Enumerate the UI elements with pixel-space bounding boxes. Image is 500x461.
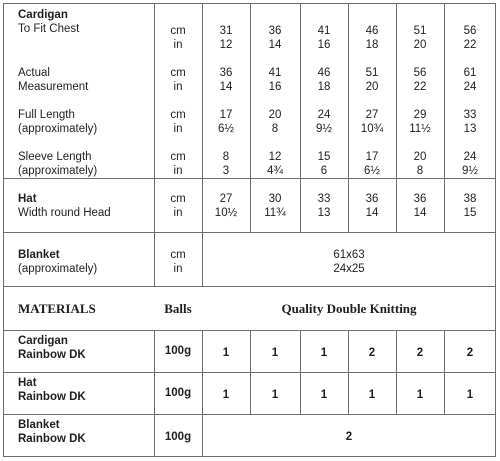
unit-in: in: [173, 207, 183, 219]
sleeve-in: 6½: [364, 165, 380, 177]
hat-in: 14: [413, 207, 427, 219]
divider-blanket-materials: [3, 286, 496, 287]
chest-cm: 41: [317, 25, 331, 37]
materials-cardigan-yarn: Rainbow DK: [18, 349, 86, 361]
chest-in: 12: [219, 39, 233, 51]
sleeve-cm: 24: [463, 151, 477, 163]
cardigan-label: Cardigan: [18, 9, 68, 21]
hat-in: 13: [317, 207, 331, 219]
chest-cm: 46: [365, 25, 379, 37]
hat-qty: 1: [466, 389, 474, 401]
sleeve-cm: 12: [268, 151, 282, 163]
cardigan-qty: 2: [466, 347, 474, 359]
cardigan-weight: 100g: [164, 345, 192, 357]
cardigan-qty: 2: [416, 347, 424, 359]
full-cm: 20: [268, 109, 282, 121]
blanket-sub: (approximately): [18, 263, 98, 275]
sleeve-length-label: Sleeve Length: [18, 151, 92, 163]
hat-qty: 1: [320, 389, 328, 401]
full-length-label: Full Length: [18, 109, 75, 121]
actual-in: 14: [219, 81, 233, 93]
unit-cm: cm: [170, 249, 186, 261]
chest-cm: 51: [413, 25, 427, 37]
actual-in: 20: [365, 81, 379, 93]
cardigan-qty: 1: [271, 347, 279, 359]
actual-in: 24: [463, 81, 477, 93]
actual-cm: 36: [219, 67, 233, 79]
sleeve-cm: 17: [365, 151, 379, 163]
unit-cm: cm: [170, 151, 186, 163]
chest-in: 16: [317, 39, 331, 51]
measurement-label: Measurement: [18, 81, 89, 93]
chest-cm: 36: [268, 25, 282, 37]
divider-hat-qty: [3, 414, 496, 415]
sleeve-in: 6: [320, 165, 328, 177]
blanket-cm: 61x63: [333, 249, 365, 261]
to-fit-chest-label: To Fit Chest: [18, 23, 80, 35]
width-round-head-label: Width round Head: [18, 207, 111, 219]
unit-in: in: [173, 123, 183, 135]
unit-in: in: [173, 39, 183, 51]
cardigan-qty: 1: [320, 347, 328, 359]
actual-in: 18: [317, 81, 331, 93]
unit-in: in: [173, 81, 183, 93]
hat-cm: 38: [463, 193, 477, 205]
blanket-weight: 100g: [164, 431, 192, 443]
actual-label: Actual: [18, 67, 50, 79]
cardigan-qty: 1: [222, 347, 230, 359]
full-in: 13: [463, 123, 477, 135]
balls-heading: Balls: [164, 301, 192, 316]
chest-cm: 31: [219, 25, 233, 37]
divider-hat-blanket: [3, 232, 496, 233]
hat-cm: 36: [365, 193, 379, 205]
full-cm: 17: [219, 109, 233, 121]
sleeve-in: 3: [222, 165, 230, 177]
hat-in: 11¾: [264, 207, 286, 219]
full-in: 6½: [218, 123, 234, 135]
blanket-label: Blanket: [18, 249, 60, 261]
cardigan-qty: 2: [368, 347, 376, 359]
actual-cm: 56: [413, 67, 427, 79]
sleeve-in: 9½: [462, 165, 478, 177]
sleeve-cm: 20: [413, 151, 427, 163]
hat-qty: 1: [416, 389, 424, 401]
sleeve-cm: 8: [222, 151, 230, 163]
blanket-qty: 2: [345, 431, 353, 443]
hat-cm: 36: [413, 193, 427, 205]
full-cm: 27: [365, 109, 379, 121]
hat-cm: 27: [219, 193, 233, 205]
chest-in: 18: [365, 39, 379, 51]
chest-in: 20: [413, 39, 427, 51]
sleeve-in: 4¾: [267, 165, 283, 177]
actual-cm: 61: [463, 67, 477, 79]
quality-heading: Quality Double Knitting: [281, 301, 417, 316]
chest-cm: 56: [463, 25, 477, 37]
full-in: 11½: [409, 123, 431, 135]
materials-cardigan-label: Cardigan: [18, 335, 68, 347]
full-cm: 29: [413, 109, 427, 121]
blanket-in: 24x25: [333, 263, 365, 275]
actual-cm: 51: [365, 67, 379, 79]
hat-in: 14: [365, 207, 379, 219]
materials-blanket-yarn: Rainbow DK: [18, 433, 86, 445]
hat-weight: 100g: [164, 387, 192, 399]
full-cm: 33: [463, 109, 477, 121]
actual-in: 22: [413, 81, 427, 93]
full-in: 8: [271, 123, 279, 135]
full-in: 10¾: [360, 123, 384, 135]
unit-cm: cm: [170, 109, 186, 121]
materials-hat-yarn: Rainbow DK: [18, 391, 86, 403]
materials-heading: MATERIALS: [18, 301, 96, 316]
chest-in: 22: [463, 39, 477, 51]
unit-in: in: [173, 263, 183, 275]
hat-qty: 1: [222, 389, 230, 401]
actual-in: 16: [268, 81, 282, 93]
hat-label: Hat: [18, 193, 37, 205]
hat-cm: 33: [317, 193, 331, 205]
hat-in: 10½: [214, 207, 238, 219]
materials-blanket-label: Blanket: [18, 419, 60, 431]
hat-qty: 1: [368, 389, 376, 401]
hat-in: 15: [463, 207, 477, 219]
unit-cm: cm: [170, 67, 186, 79]
hat-cm: 30: [268, 193, 282, 205]
sleeve-in: 8: [416, 165, 424, 177]
materials-hat-label: Hat: [18, 377, 37, 389]
sleeve-cm: 15: [317, 151, 331, 163]
hat-qty: 1: [271, 389, 279, 401]
full-length-sub: (approximately): [18, 123, 98, 135]
full-in: 9½: [316, 123, 332, 135]
sleeve-length-sub: (approximately): [18, 165, 98, 177]
unit-cm: cm: [170, 25, 186, 37]
actual-cm: 46: [317, 67, 331, 79]
unit-in: in: [173, 165, 183, 177]
actual-cm: 41: [268, 67, 282, 79]
full-cm: 24: [317, 109, 331, 121]
unit-cm: cm: [170, 193, 186, 205]
chest-in: 14: [268, 39, 282, 51]
